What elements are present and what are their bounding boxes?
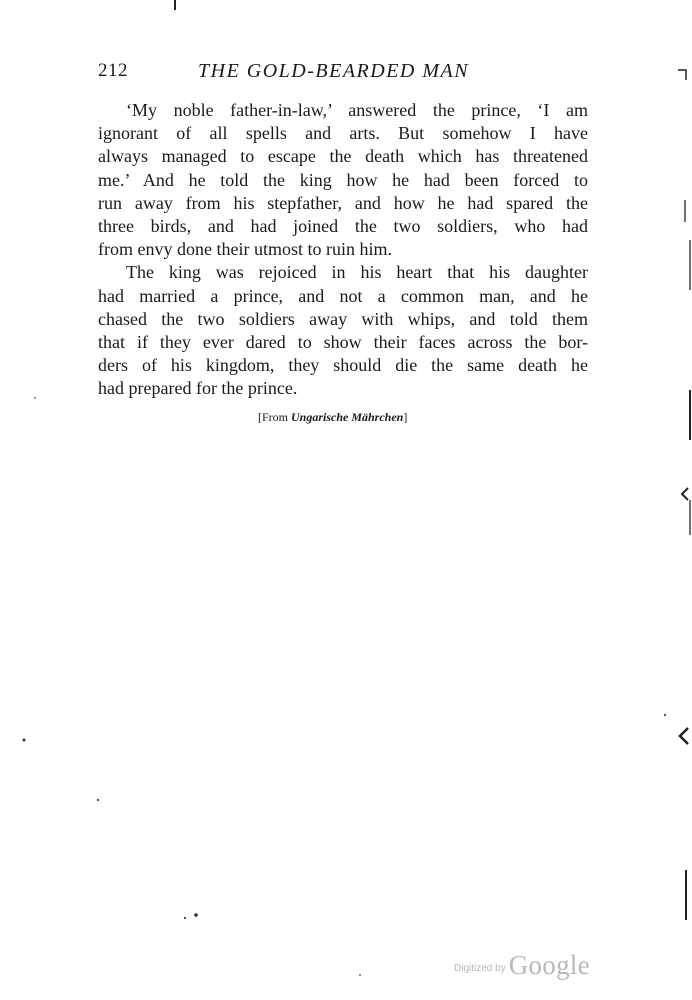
text-line: from envy done their utmost to ruin him.	[98, 239, 392, 260]
text-line: three birds, and had joined the two soldiers, who had	[98, 216, 588, 237]
text-line: ders of his kingdom, they should die the same death he	[98, 355, 588, 376]
page-number: 212	[98, 60, 128, 81]
text-line: had married a prince, and not a common man, and he	[98, 285, 588, 306]
text-line: The king was rejoiced in his heart that his daughter	[126, 262, 588, 283]
source-title: Ungarische Mährchen	[291, 410, 404, 424]
text-line: that if they ever dared to show their faces across the bor-	[98, 332, 588, 353]
text-line: run away from his stepfather, and how he had spared the	[98, 192, 588, 213]
text-line: chased the two soldiers away with whips, and told them	[98, 308, 588, 329]
text-line: had prepared for the prince.	[98, 378, 298, 399]
text-line: me.’ And he told the king how he had been forced to	[98, 169, 588, 190]
source-prefix: [From	[258, 410, 291, 424]
text-line: ignorant of all spells and arts. But somehow I have	[98, 123, 588, 144]
watermark-small-text: Digitized by	[454, 963, 506, 974]
source-suffix: ]	[403, 410, 408, 424]
text-line: ‘My noble father-in-law,’ answered the prince, ‘I am	[126, 100, 588, 120]
watermark-brand: Google	[508, 950, 590, 980]
text-line: always managed to escape the death which has threatened	[98, 146, 588, 167]
running-title: THE GOLD-BEARDED MAN	[198, 60, 470, 82]
